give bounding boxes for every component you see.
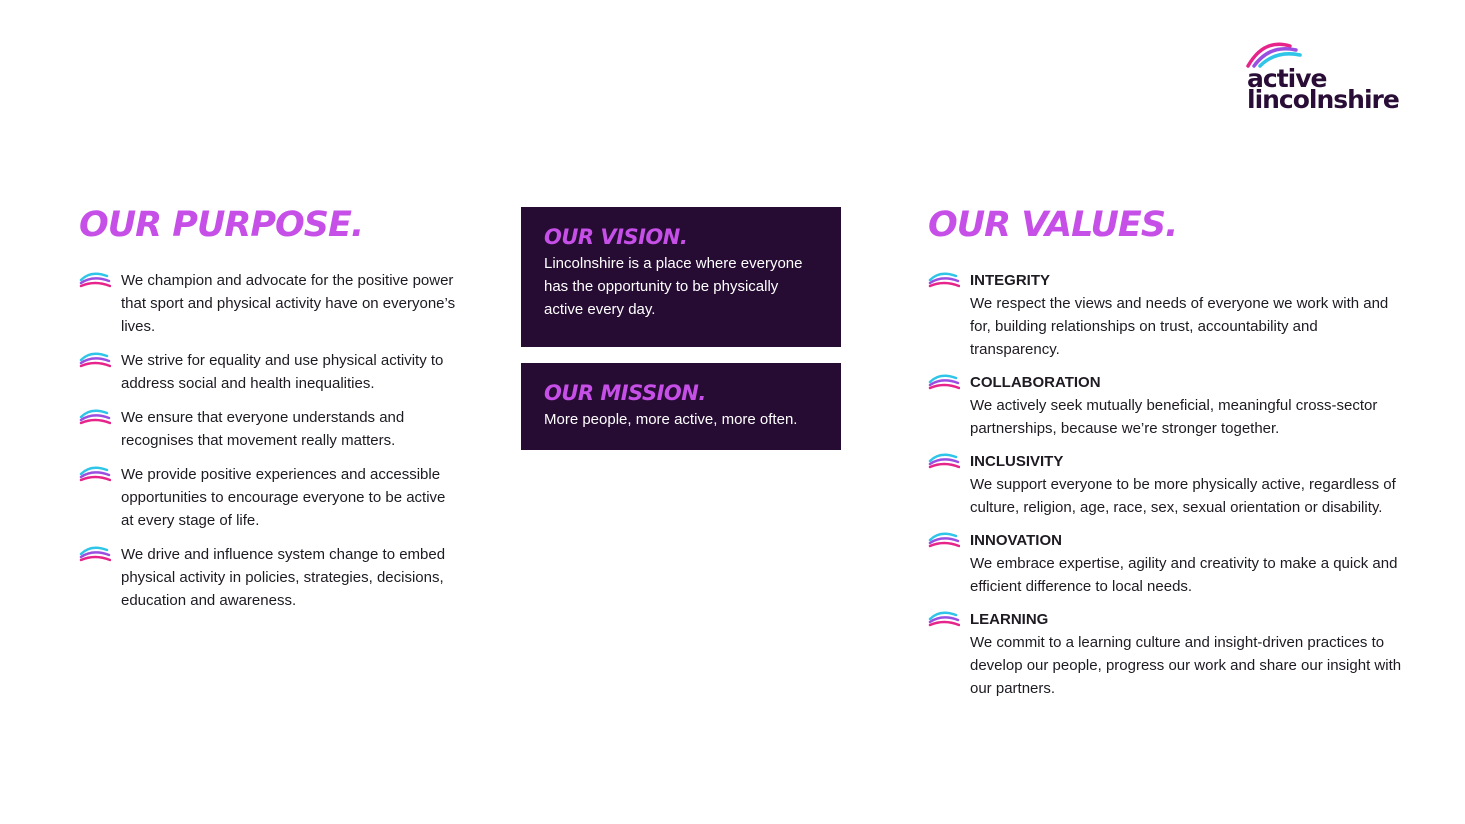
value-text: We actively seek mutually beneficial, meaningful cross-sector partnerships, because we’re stronger together.	[970, 397, 1378, 437]
mission-box	[521, 363, 841, 450]
purpose-item	[79, 406, 459, 452]
value-item	[928, 529, 1408, 598]
value-item	[928, 269, 1408, 361]
value-item	[928, 608, 1408, 700]
vision-box	[521, 207, 841, 347]
purpose-item	[79, 463, 459, 532]
active-lincolnshire-logo	[1244, 38, 1404, 118]
purpose-item-text: We strive for equality and use physical activity to address social and health inequalities.	[121, 352, 444, 392]
purpose-item	[79, 269, 459, 338]
value-text: We respect the views and needs of everyone we work with and for, building relationships on trust, accountability and transparency.	[970, 295, 1389, 358]
swoosh-bullet-icon	[928, 451, 960, 471]
purpose-item-text: We ensure that everyone understands and recognises that movement really matters.	[121, 409, 405, 449]
mission-text: More people, more active, more often.	[544, 411, 798, 428]
purpose-item-text: We drive and influence system change to embed physical activity in policies, strategies, decisions, education and awareness.	[121, 546, 446, 609]
swoosh-bullet-icon	[79, 350, 111, 370]
value-name: INTEGRITY	[970, 272, 1051, 289]
swoosh-bullet-icon	[928, 270, 960, 290]
value-name: INCLUSIVITY	[970, 453, 1064, 470]
swoosh-bullet-icon	[928, 609, 960, 629]
purpose-item-text: We provide positive experiences and accessible opportunities to encourage everyone to be active at every stage of life.	[121, 466, 446, 529]
swoosh-bullet-icon	[928, 530, 960, 550]
swoosh-bullet-icon	[79, 544, 111, 564]
purpose-item-text: We champion and advocate for the positive power that sport and physical activity have on everyone’s lives.	[121, 272, 456, 335]
value-text: We support everyone to be more physically active, regardless of culture, religion, age, race, sex, sexual orientation or disability.	[970, 476, 1396, 516]
swoosh-bullet-icon	[928, 372, 960, 392]
mission-heading: OUR MISSION.	[544, 381, 706, 405]
swoosh-bullet-icon	[79, 464, 111, 484]
values-heading: OUR VALUES.	[928, 205, 1178, 245]
vision-text: Lincolnshire is a place where everyone has the opportunity to be physically active every day.	[544, 255, 803, 318]
logo-line-2: lincolnshire	[1247, 85, 1399, 114]
swoosh-bullet-icon	[79, 407, 111, 427]
purpose-item	[79, 349, 459, 395]
vision-heading: OUR VISION.	[544, 225, 688, 249]
value-item	[928, 371, 1408, 440]
value-name: LEARNING	[970, 611, 1049, 628]
swoosh-bullet-icon	[79, 270, 111, 290]
value-name: INNOVATION	[970, 532, 1062, 549]
purpose-list	[79, 269, 459, 623]
value-name: COLLABORATION	[970, 374, 1101, 391]
logo-line-1: active	[1247, 64, 1327, 93]
value-item	[928, 450, 1408, 519]
value-text: We commit to a learning culture and insight-driven practices to develop our people, progress our work and share our insight with our partners.	[970, 634, 1402, 697]
values-list	[928, 269, 1408, 710]
purpose-heading: OUR PURPOSE.	[79, 205, 364, 245]
purpose-item	[79, 543, 459, 612]
value-text: We embrace expertise, agility and creativity to make a quick and efficient difference to local needs.	[970, 555, 1398, 595]
